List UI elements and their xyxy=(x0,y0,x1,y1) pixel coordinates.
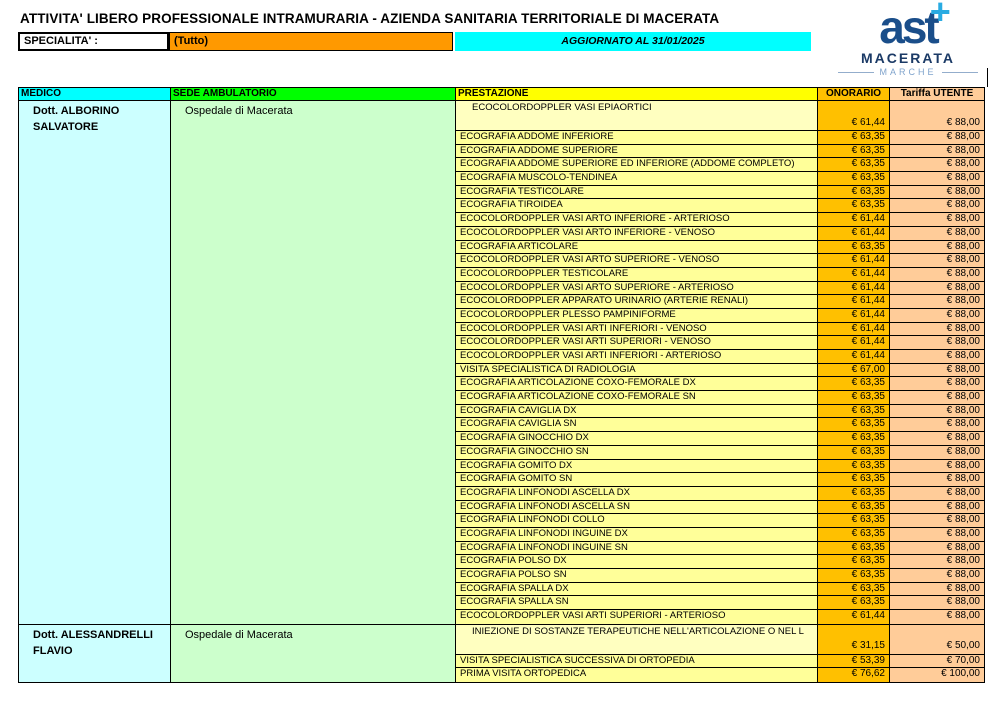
header-prestazione: PRESTAZIONE xyxy=(456,88,818,100)
updated-banner: AGGIORNATO AL 31/01/2025 xyxy=(455,32,811,51)
tariffa-cell: € 88,00 xyxy=(890,241,984,254)
onorario-cell: € 63,35 xyxy=(818,241,890,254)
tariffa-cell: € 88,00 xyxy=(890,528,984,541)
tariffa-cell: € 88,00 xyxy=(890,555,984,568)
tariffa-cell: € 88,00 xyxy=(890,227,984,240)
prestazione-cell: VISITA SPECIALISTICA SUCCESSIVA DI ORTOPEDIA xyxy=(456,655,818,668)
tariffa-cell: € 88,00 xyxy=(890,446,984,459)
prestazione-row xyxy=(456,528,984,542)
prestazione-cell: ECOCOLORDOPPLER VASI ARTI INFERIORI - ARTERIOSO xyxy=(456,350,818,363)
onorario-cell: € 63,35 xyxy=(818,186,890,199)
onorario-cell: € 63,35 xyxy=(818,145,890,158)
onorario-cell: € 61,44 xyxy=(818,282,890,295)
logo-region-row xyxy=(828,67,988,77)
prestazione-cell: ECOGRAFIA ARTICOLAZIONE COXO-FEMORALE SN xyxy=(456,391,818,404)
onorario-cell: € 63,35 xyxy=(818,158,890,171)
prestazione-cell: ECOCOLORDOPPLER VASI ARTO SUPERIORE - ARTERIOSO xyxy=(456,282,818,295)
onorario-cell: € 61,44 xyxy=(818,295,890,308)
logo-region-text: MARCHE xyxy=(879,67,937,77)
prestazione-row xyxy=(456,377,984,391)
onorario-cell: € 63,35 xyxy=(818,131,890,144)
onorario-cell: € 61,44 xyxy=(818,323,890,336)
prestazione-cell: ECOGRAFIA GINOCCHIO DX xyxy=(456,432,818,445)
prestazione-row xyxy=(456,655,984,669)
tariffa-cell: € 88,00 xyxy=(890,610,984,624)
prestazione-cell: ECOGRAFIA LINFONODI ASCELLA DX xyxy=(456,487,818,500)
tariffa-cell: € 88,00 xyxy=(890,172,984,185)
specialita-filter-value[interactable]: (Tutto) xyxy=(169,32,453,51)
prestazione-cell: ECOCOLORDOPPLER PLESSO PAMPINIFORME xyxy=(456,309,818,322)
prestazione-cell: ECOCOLORDOPPLER VASI ARTO INFERIORE - VENOSO xyxy=(456,227,818,240)
onorario-cell: € 61,44 xyxy=(818,610,890,624)
onorario-cell: € 76,62 xyxy=(818,668,890,682)
tariffa-cell: € 88,00 xyxy=(890,323,984,336)
tariffa-cell: € 88,00 xyxy=(890,282,984,295)
prestazione-row xyxy=(456,446,984,460)
onorario-cell: € 61,44 xyxy=(818,254,890,267)
doctor-section xyxy=(19,625,984,682)
header-medico: MEDICO xyxy=(19,88,171,100)
table-body xyxy=(19,101,984,682)
header-sede-ambulatorio: SEDE AMBULATORIO xyxy=(171,88,456,100)
tariffa-cell: € 88,00 xyxy=(890,583,984,596)
prestazione-cell: ECOGRAFIA LINFONODI INGUINE SN xyxy=(456,542,818,555)
doctor-section xyxy=(19,101,984,625)
onorario-cell: € 61,44 xyxy=(818,268,890,281)
onorario-cell: € 61,44 xyxy=(818,213,890,226)
tariffa-cell: € 88,00 xyxy=(890,569,984,582)
onorario-cell: € 63,35 xyxy=(818,446,890,459)
prestazione-cell: ECOGRAFIA ADDOME SUPERIORE ED INFERIORE (ADDOME COMPLETO) xyxy=(456,158,818,171)
specialita-label: SPECIALITA' : xyxy=(18,32,169,51)
onorario-cell: € 63,35 xyxy=(818,199,890,212)
prestazione-cell: ECOGRAFIA ARTICOLAZIONE COXO-FEMORALE DX xyxy=(456,377,818,390)
tariffa-cell: € 88,00 xyxy=(890,254,984,267)
tariffa-cell: € 88,00 xyxy=(890,596,984,609)
prestazione-row xyxy=(456,199,984,213)
ast-logo-word: ast xyxy=(879,1,937,53)
right-border-tick xyxy=(987,68,988,87)
prestazione-cell: ECOGRAFIA GOMITO SN xyxy=(456,473,818,486)
prestazione-row xyxy=(456,555,984,569)
onorario-cell: € 63,35 xyxy=(818,596,890,609)
prestazione-row xyxy=(456,432,984,446)
onorario-cell: € 63,35 xyxy=(818,418,890,431)
prestazione-cell: ECOGRAFIA ARTICOLARE xyxy=(456,241,818,254)
tariffa-cell: € 88,00 xyxy=(890,145,984,158)
tariffa-cell: € 70,00 xyxy=(890,655,984,668)
onorario-cell: € 63,35 xyxy=(818,487,890,500)
onorario-cell: € 61,44 xyxy=(818,336,890,349)
onorario-cell: € 61,44 xyxy=(818,227,890,240)
onorario-cell: € 63,35 xyxy=(818,542,890,555)
prestazione-row xyxy=(456,405,984,419)
prestazioni-rows xyxy=(456,625,984,682)
onorario-cell: € 63,35 xyxy=(818,405,890,418)
tariffa-cell: € 88,00 xyxy=(890,542,984,555)
prestazione-row xyxy=(456,501,984,515)
onorario-cell: € 63,35 xyxy=(818,501,890,514)
prestazione-row xyxy=(456,364,984,378)
prestazione-row xyxy=(456,131,984,145)
prestazione-cell: ECOGRAFIA POLSO SN xyxy=(456,569,818,582)
onorario-cell: € 63,35 xyxy=(818,377,890,390)
onorario-cell: € 53,39 xyxy=(818,655,890,668)
onorario-cell: € 63,35 xyxy=(818,172,890,185)
prestazione-cell: VISITA SPECIALISTICA DI RADIOLOGIA xyxy=(456,364,818,377)
prestazione-cell: ECOGRAFIA GINOCCHIO SN xyxy=(456,446,818,459)
medico-cell: Dott. ALBORINO SALVATORE xyxy=(19,101,171,624)
prestazione-cell: ECOGRAFIA TIROIDEA xyxy=(456,199,818,212)
tariffa-cell: € 88,00 xyxy=(890,158,984,171)
prestazione-cell: ECOGRAFIA TESTICOLARE xyxy=(456,186,818,199)
prestazione-cell: ECOCOLORDOPPLER VASI EPIAORTICI xyxy=(456,101,818,130)
prestazioni-rows xyxy=(456,101,984,624)
tariffe-table xyxy=(18,87,985,683)
onorario-cell: € 63,35 xyxy=(818,528,890,541)
prestazione-cell: PRIMA VISITA ORTOPEDICA xyxy=(456,668,818,682)
tariffa-cell: € 88,00 xyxy=(890,309,984,322)
onorario-cell: € 67,00 xyxy=(818,364,890,377)
tariffa-cell: € 88,00 xyxy=(890,364,984,377)
tariffa-cell: € 88,00 xyxy=(890,405,984,418)
onorario-cell: € 63,35 xyxy=(818,583,890,596)
prestazione-row xyxy=(456,625,984,655)
prestazione-row xyxy=(456,254,984,268)
onorario-cell: € 63,35 xyxy=(818,555,890,568)
prestazione-cell: ECOGRAFIA ADDOME INFERIORE xyxy=(456,131,818,144)
tariffa-cell: € 88,00 xyxy=(890,418,984,431)
prestazione-row xyxy=(456,391,984,405)
prestazione-cell: ECOGRAFIA SPALLA SN xyxy=(456,596,818,609)
prestazione-row xyxy=(456,241,984,255)
prestazione-cell: ECOCOLORDOPPLER APPARATO URINARIO (ARTERIE RENALI) xyxy=(456,295,818,308)
prestazione-row xyxy=(456,295,984,309)
prestazione-row xyxy=(456,569,984,583)
tariffa-cell: € 88,00 xyxy=(890,295,984,308)
tariffa-cell: € 88,00 xyxy=(890,186,984,199)
prestazione-cell: ECOGRAFIA LINFONODI COLLO xyxy=(456,514,818,527)
prestazione-cell: ECOCOLORDOPPLER VASI ARTO INFERIORE - ARTERIOSO xyxy=(456,213,818,226)
header-onorario: ONORARIO xyxy=(818,88,890,100)
onorario-cell: € 61,44 xyxy=(818,309,890,322)
onorario-cell: € 63,35 xyxy=(818,569,890,582)
tariffa-cell: € 88,00 xyxy=(890,350,984,363)
prestazione-cell: ECOGRAFIA LINFONODI INGUINE DX xyxy=(456,528,818,541)
onorario-cell: € 61,44 xyxy=(818,101,890,130)
tariffa-cell: € 88,00 xyxy=(890,101,984,130)
prestazione-cell: ECOCOLORDOPPLER VASI ARTO SUPERIORE - VENOSO xyxy=(456,254,818,267)
onorario-cell: € 63,35 xyxy=(818,391,890,404)
table-header-row xyxy=(19,88,984,101)
prestazione-cell: ECOGRAFIA MUSCOLO-TENDINEA xyxy=(456,172,818,185)
prestazione-row xyxy=(456,101,984,131)
onorario-cell: € 63,35 xyxy=(818,460,890,473)
prestazione-row xyxy=(456,172,984,186)
tariffa-cell: € 50,00 xyxy=(890,625,984,654)
prestazione-row xyxy=(456,268,984,282)
prestazione-row xyxy=(456,583,984,597)
prestazione-row xyxy=(456,145,984,159)
tariffa-cell: € 100,00 xyxy=(890,668,984,682)
prestazione-row xyxy=(456,350,984,364)
prestazione-row xyxy=(456,186,984,200)
prestazione-row xyxy=(456,473,984,487)
tariffa-cell: € 88,00 xyxy=(890,199,984,212)
prestazione-row xyxy=(456,282,984,296)
tariffa-cell: € 88,00 xyxy=(890,487,984,500)
tariffa-cell: € 88,00 xyxy=(890,131,984,144)
prestazione-row xyxy=(456,227,984,241)
plus-icon: + xyxy=(929,0,951,32)
prestazione-row xyxy=(456,418,984,432)
prestazione-cell: ECOCOLORDOPPLER VASI ARTI SUPERIORI - ARTERIOSO xyxy=(456,610,818,624)
tariffa-cell: € 88,00 xyxy=(890,336,984,349)
prestazione-cell: ECOGRAFIA CAVIGLIA SN xyxy=(456,418,818,431)
onorario-cell: € 61,44 xyxy=(818,350,890,363)
sede-cell: Ospedale di Macerata xyxy=(171,625,456,682)
prestazione-row xyxy=(456,213,984,227)
prestazione-row xyxy=(456,514,984,528)
prestazione-row xyxy=(456,596,984,610)
sede-cell: Ospedale di Macerata xyxy=(171,101,456,624)
tariffa-cell: € 88,00 xyxy=(890,514,984,527)
onorario-cell: € 63,35 xyxy=(818,514,890,527)
page-title: ATTIVITA' LIBERO PROFESSIONALE INTRAMURARIA - AZIENDA SANITARIA TERRITORIALE DI MACERATA xyxy=(20,11,720,26)
prestazione-cell: ECOCOLORDOPPLER VASI ARTI SUPERIORI - VENOSO xyxy=(456,336,818,349)
prestazione-row xyxy=(456,309,984,323)
prestazione-cell: ECOGRAFIA ADDOME SUPERIORE xyxy=(456,145,818,158)
prestazione-cell: ECOGRAFIA LINFONODI ASCELLA SN xyxy=(456,501,818,514)
tariffa-cell: € 88,00 xyxy=(890,501,984,514)
onorario-cell: € 31,15 xyxy=(818,625,890,654)
prestazione-row xyxy=(456,158,984,172)
prestazione-cell: ECOGRAFIA CAVIGLIA DX xyxy=(456,405,818,418)
prestazione-cell: ECOGRAFIA POLSO DX xyxy=(456,555,818,568)
prestazione-row xyxy=(456,668,984,682)
prestazione-row xyxy=(456,487,984,501)
prestazione-cell: ECOGRAFIA GOMITO DX xyxy=(456,460,818,473)
tariffa-cell: € 88,00 xyxy=(890,213,984,226)
tariffa-cell: € 88,00 xyxy=(890,432,984,445)
medico-cell: Dott. ALESSANDRELLI FLAVIO xyxy=(19,625,171,682)
tariffa-cell: € 88,00 xyxy=(890,460,984,473)
tariffa-cell: € 88,00 xyxy=(890,377,984,390)
prestazione-row xyxy=(456,542,984,556)
logo-city-text: MACERATA xyxy=(860,50,956,66)
prestazione-cell: INIEZIONE DI SOSTANZE TERAPEUTICHE NELL'ARTICOLAZIONE O NEL L xyxy=(456,625,818,654)
prestazione-cell: ECOCOLORDOPPLER TESTICOLARE xyxy=(456,268,818,281)
prestazione-cell: ECOGRAFIA SPALLA DX xyxy=(456,583,818,596)
logo-rule-right xyxy=(942,72,978,73)
onorario-cell: € 63,35 xyxy=(818,432,890,445)
logo-rule-left xyxy=(838,72,874,73)
prestazione-row xyxy=(456,610,984,624)
ast-logo xyxy=(828,1,988,77)
prestazione-row xyxy=(456,336,984,350)
prestazione-row xyxy=(456,323,984,337)
header-tariffa-utente: Tariffa UTENTE xyxy=(890,88,984,100)
tariffa-cell: € 88,00 xyxy=(890,473,984,486)
tariffa-cell: € 88,00 xyxy=(890,268,984,281)
onorario-cell: € 63,35 xyxy=(818,473,890,486)
tariffa-cell: € 88,00 xyxy=(890,391,984,404)
prestazione-cell: ECOCOLORDOPPLER VASI ARTI INFERIORI - VENOSO xyxy=(456,323,818,336)
prestazione-row xyxy=(456,460,984,474)
